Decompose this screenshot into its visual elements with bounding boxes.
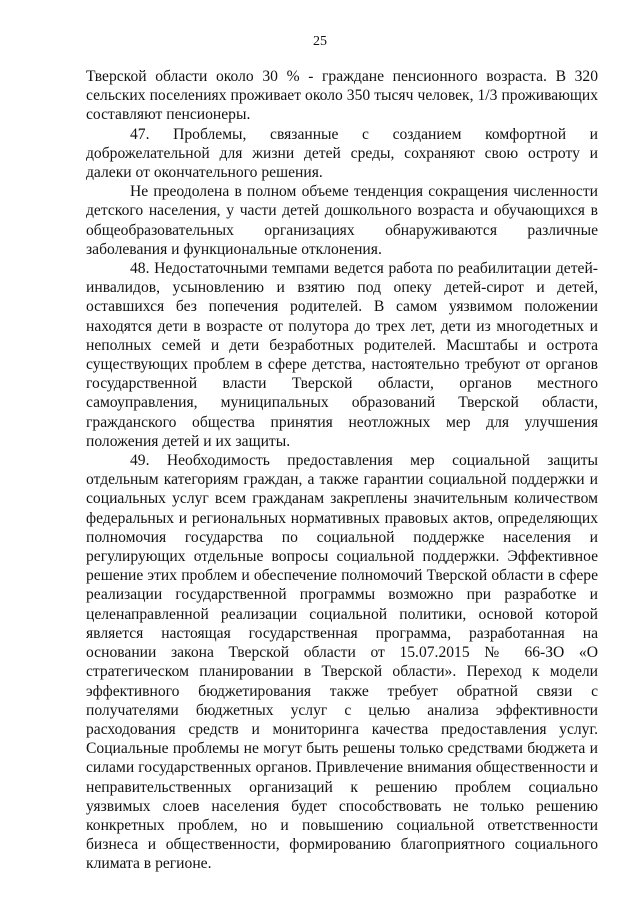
body-text	[86, 67, 598, 874]
paragraph-48: 48. Недостаточными темпами ведется работа по реабилитации детей-инвалидов, усыновлению и взятию под опеку детей-сирот и детей, оставшихся без попечения родителей. В самом уязвимом положении находятся дети в возрасте от полутора до трех лет, дети из многодетных и неполных семей и дети безработных родителей. Масштабы и острота существующих проблем в сфере детства, настоятельно требуют от органов государственной власти Тверской области, органов местного самоуправления, муниципальных образований Тверской области, гражданского общества принятия неотложных мер для улучшения положения детей и их защиты.	[86, 260, 598, 450]
paragraph-continuation: Тверской области около 30 % - граждане пенсионного возраста. В 320 сельских поселениях проживает около 350 тысяч человек, 1/3 проживающих составляют пенсионеры.	[86, 68, 598, 124]
paragraph-47: 47. Проблемы, связанные с созданием комфортной и доброжелательной для жизни детей среды, сохраняют свою остроту и далеки от окончательного решения.	[86, 125, 598, 182]
paragraph-47-continuation: Не преодолена в полном объеме тенденция сокращения численности детского населения, у части детей дошкольного возраста и обучающихся в общеобразовательных организациях обнаруживаются различные заболевания и функциональные отклонения.	[86, 183, 598, 258]
page-number: 25	[313, 34, 327, 49]
paragraph-49: 49. Необходимость предоставления мер социальной защиты отдельным категориям граждан, а также гарантии социальной поддержки и социальных услуг всем гражданам закреплены значительным количеством федеральных и региональных нормативных правовых актов, определяющих полномочия государства по социальной поддержке населения и регулирующих отдельные вопросы социальной поддержки. Эффективное решение этих проблем и обеспечение полномочий Тверской области в сфере реализации государственной программы возможно при разработке и целенаправленной реализации социальной политики, основой которой является настоящая государственная программа, разработанная на основании закона Тверской области от 15.07.2015 № 66-ЗО «О стратегическом планировании в Тверской области». Переход к модели эффективного бюджетирования также требует обратной связи с получателями бюджетных услуг с целью анализа эффективности расходования средств и мониторинга качества предоставления услуг. Социальные проблемы не могут быть решены только средствами бюджета и силами государственных органов. Привлечение внимания общественности и неправительственных организаций к решению проблем социально уязвимых слоев населения будет способствовать не только решению конкретных проблем, но и повышению социальной ответственности бизнеса и общественности, формированию благоприятного социального климата в регионе.	[86, 452, 598, 873]
